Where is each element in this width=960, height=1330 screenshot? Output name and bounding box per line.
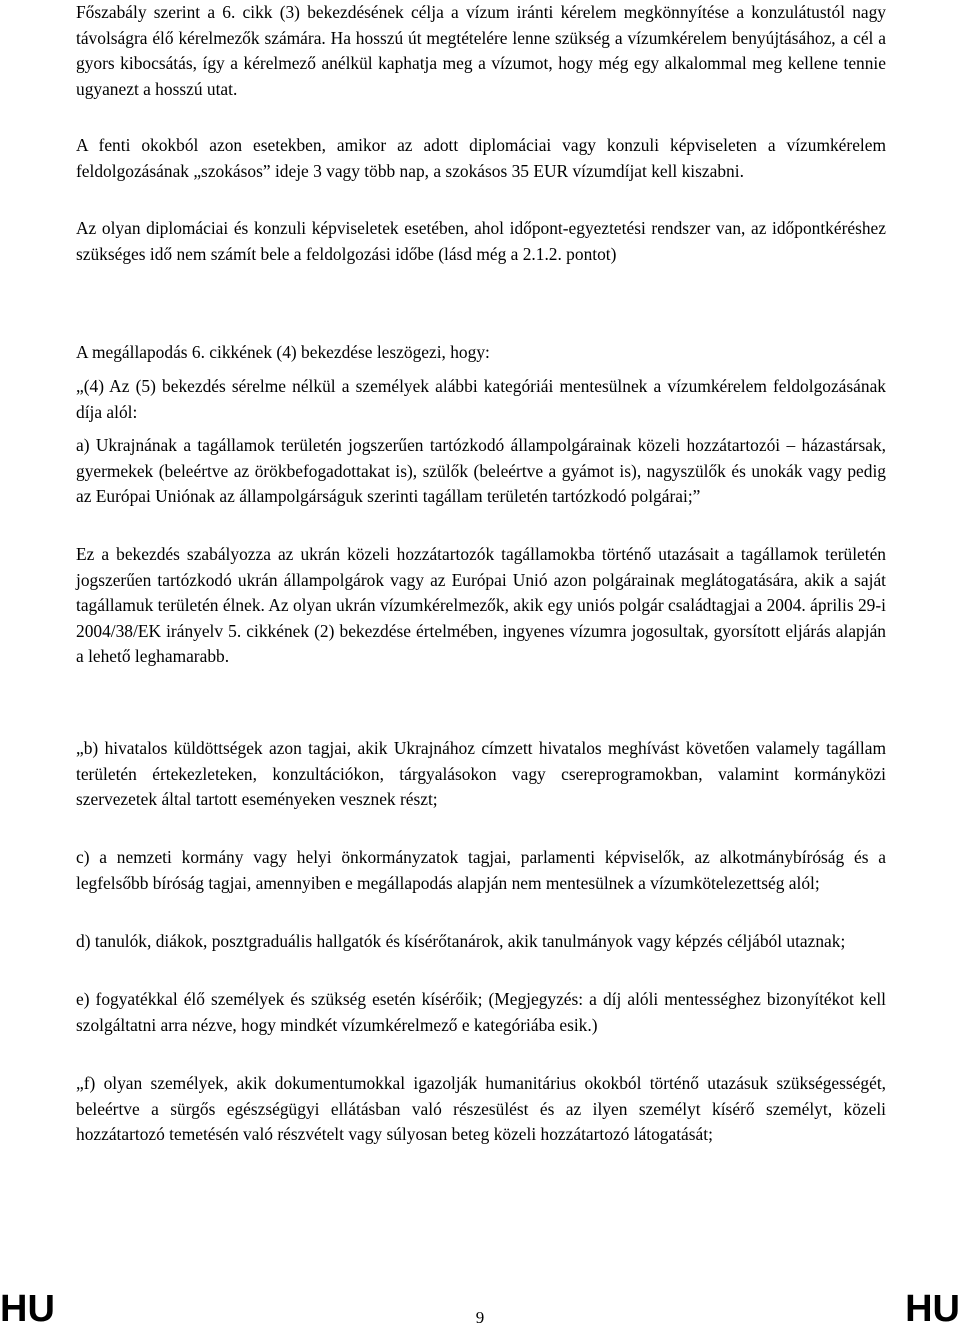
paragraph-item-a-explanation: Ez a bekezdés szabályozza az ukrán közeli hozzátartozók tagállamokba történő utazásait a tagállamok területén jogszerűen tartózkodó ukrán állampolgárok vagy az Európai Unió azon polgárainak meglátogatására, akik a saját tagállamuk területén élnek. Az olyan ukrán vízumkérelmezők, akik egy uniós polgár családtagjai a 2004. április 29-i 2004/38/EK irányelv 5. cikkének (2) bekezdése értelmében, ingyenes vízumra jogosultak, gyorsított eljárás alapján a lehető leghamarabb. xyxy=(76,544,886,667)
paragraph-quote-4: „(4) Az (5) bekezdés sérelme nélkül a személyek alábbi kategóriái mentesülnek a vízumkérelem feldolgozásának díja alól: xyxy=(76,376,886,422)
paragraph-item-d: d) tanulók, diákok, posztgraduális hallgatók és kísérőtanárok, akik tanulmányok vagy képzés céljából utaznak; xyxy=(76,931,846,951)
paragraph-appointment-system: Az olyan diplomáciai és konzuli képviseletek esetében, ahol időpont-egyeztetési rendszer van, az időpontkéréshez szükséges idő nem számít bele a feldolgozási időbe (lásd még a 2.1.2. pontot) xyxy=(76,218,886,264)
paragraph-item-f: „f) olyan személyek, akik dokumentumokkal igazolják humanitárius okokból történő utazásuk szükségességét, beleértve a sürgős egészségügyi ellátásban való részesülést és az ilyen személyt kísérő személyt, közeli hozzátartozó temetésén való részvételt vagy súlyosan beteg közeli hozzátartozó látogatását; xyxy=(76,1073,886,1145)
page-number: 9 xyxy=(475,1308,485,1327)
paragraph-item-b: „b) hivatalos küldöttségek azon tagjai, akik Ukrajnához címzett hivatalos meghívást követően valamely tagállam területén értekezleteken, konzultációkon, tárgyalásokon vagy csereprogramokban, valamint kormányközi szervezetek által tartott eseményeken vesznek részt; xyxy=(76,738,886,810)
paragraph-item-e: e) fogyatékkal élő személyek és szükség esetén kísérőik; (Megjegyzés: a díj alóli mentességhez bizonyítékot kell szolgáltatni arra nézve, hogy mindkét vízumkérelmező e kategóriába esik.) xyxy=(76,989,886,1035)
paragraph-article-intro: A megállapodás 6. cikkének (4) bekezdése leszögezi, hogy: xyxy=(76,342,490,362)
paragraph-item-a: a) Ukrajnának a tagállamok területén jogszerűen tartózkodó állampolgárainak közeli hozzátartozói – házastársak, gyermekek (beleértve az örökbefogadottakat is), szülők (beleértve a gyámot is), nagyszülők és unokák vagy pedig az Európai Uniónak az állampolgárságuk szerinti tagállam területén tartózkodó polgárai;” xyxy=(76,435,886,507)
paragraph-item-c: c) a nemzeti kormány vagy helyi önkormányzatok tagjai, parlamenti képviselők, az alkotmánybíróság és a legfelsőbb bíróság tagjai, amennyiben e megállapodás alapján nem mentesülnek a vízumkötelezettség alól; xyxy=(76,847,886,893)
footer-language-code-left: HU xyxy=(0,1288,55,1330)
paragraph-standard-fee: A fenti okokból azon esetekben, amikor az adott diplomáciai vagy konzuli képviseleten a vízumkérelem feldolgozásának „szokásos” ideje 3 vagy több nap, a szokásos 35 EUR vízumdíjat kell kiszabni. xyxy=(76,135,886,181)
footer-language-code-right: HU xyxy=(905,1288,960,1330)
paragraph-main-rule: Főszabály szerint a 6. cikk (3) bekezdésének célja a vízum iránti kérelem megkönnyítése a konzulátustól nagy távolságra élő kérelmezők számára. Ha hosszú út megtételére lenne szükség a vízumkérelem benyújtásához, a cél a gyors kibocsátás, így a kérelmező anélkül kaphatja meg a vízumot, hogy még egy alkalommal meg kellene tennie ugyanezt a hosszú utat. xyxy=(76,2,886,99)
